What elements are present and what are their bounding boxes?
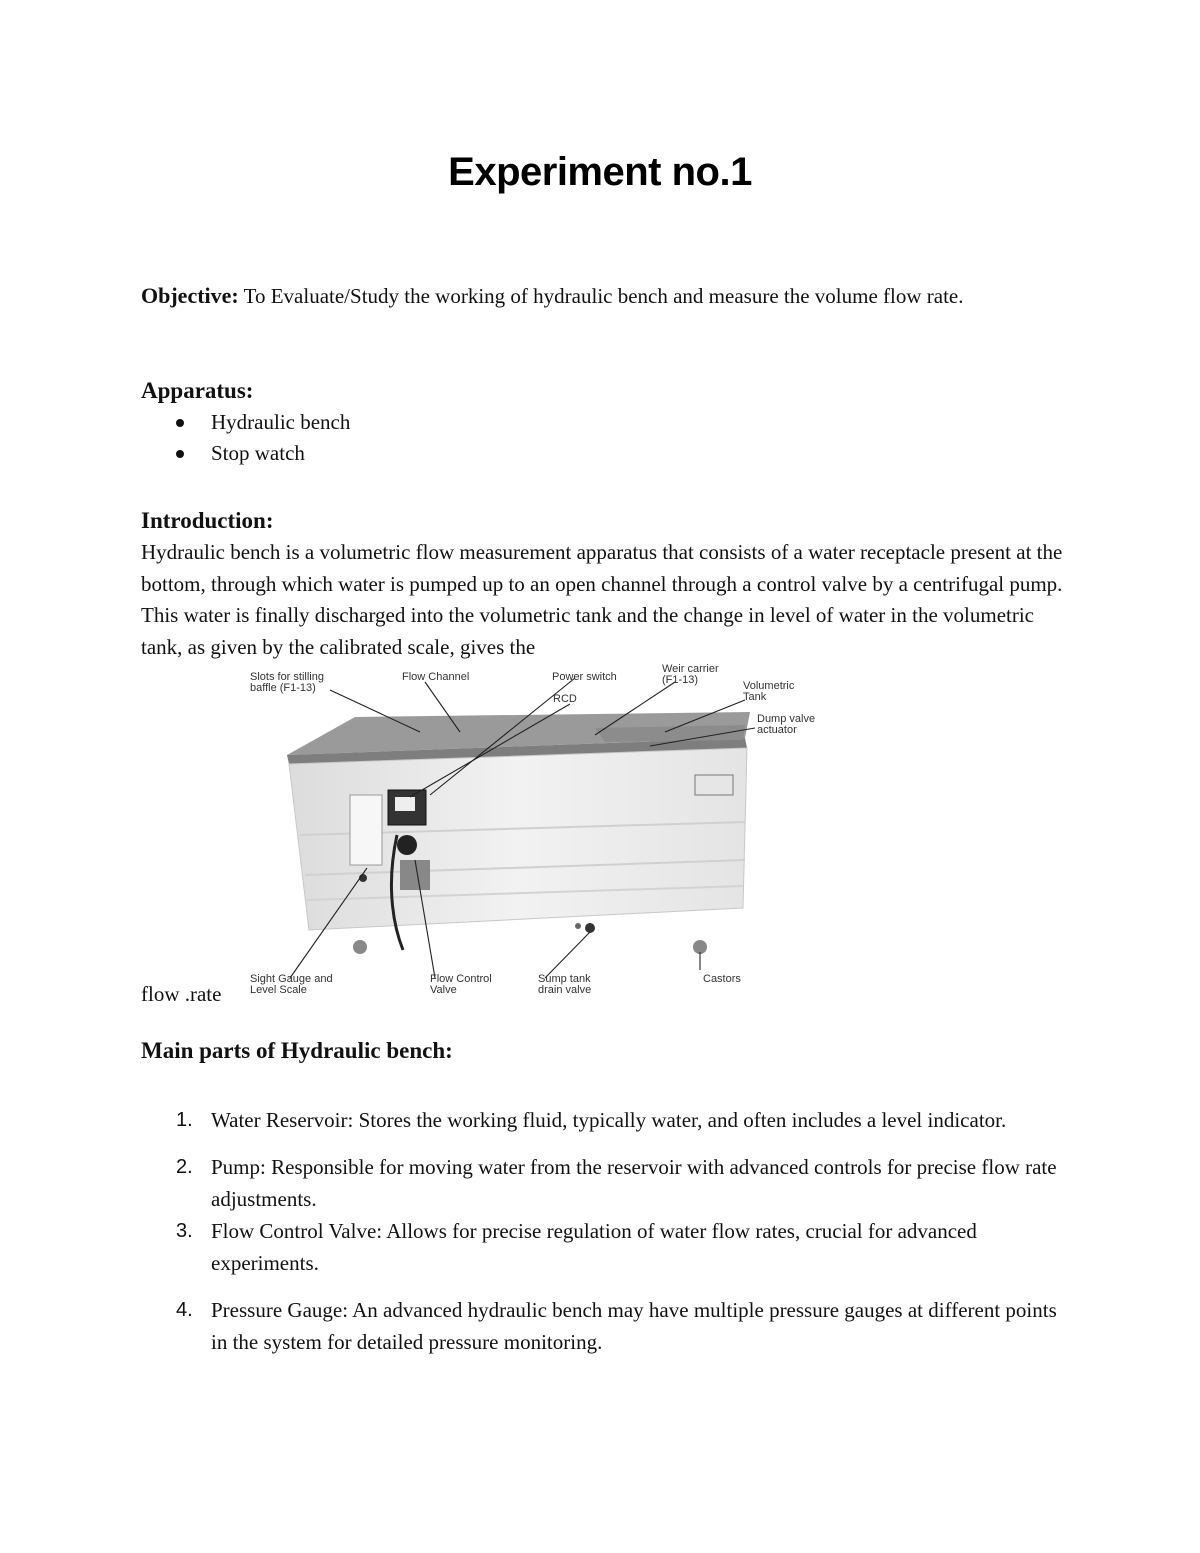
bench-body	[287, 712, 750, 954]
apparatus-list	[141, 407, 350, 469]
list-text: Flow Control Valve: Allows for precise regulation of water flow rates, crucial for advanced experiments.	[211, 1219, 977, 1275]
objective-text: To Evaluate/Study the working of hydraulic bench and measure the volume flow rate.	[238, 284, 964, 308]
label-flow-channel: Flow Channel	[402, 671, 470, 683]
label-power-switch: Power switch	[552, 671, 617, 683]
hydraulic-bench-figure	[245, 660, 845, 998]
list-item: Hydraulic bench	[141, 407, 350, 438]
label-flow-control-2: Valve	[430, 984, 457, 996]
label-dump-1: Dump valve	[757, 713, 816, 725]
label-weir-2: (F1-13)	[662, 674, 699, 686]
list-text: Water Reservoir: Stores the working fluid, typically water, and often includes a level indicator.	[211, 1108, 1007, 1132]
label-weir-1: Weir carrier	[662, 663, 719, 675]
apparatus-heading: Apparatus:	[141, 378, 254, 403]
objective-paragraph	[141, 280, 1071, 313]
list-item	[141, 1294, 1071, 1358]
label-sump-2: drain valve	[538, 984, 592, 996]
list-text: Pressure Gauge: An advanced hydraulic bench may have multiple pressure gauges at different points in the system for detailed pressure monitoring.	[211, 1298, 1057, 1354]
list-number: 1.	[176, 1109, 193, 1131]
label-sight-2: Level Scale	[250, 984, 307, 996]
introduction-paragraph: Hydraulic bench is a volumetric flow measurement apparatus that consists of a water receptacle present at the bottom, through which water is pumped up to an open channel through a control valve by a centrifugal pump. This water is finally discharged into the volumetric tank and the change in level of water in the volumetric tank, as given by the calibrated scale, gives the	[141, 540, 1063, 659]
list-number: 3.	[176, 1220, 193, 1242]
label-rcd: RCD	[553, 693, 577, 705]
introduction-continuation: flow .rate	[141, 982, 222, 1006]
label-volumetric-1: Volumetric	[743, 680, 795, 692]
label-slots-2: baffle (F1-13)	[250, 682, 316, 694]
introduction-heading: Introduction:	[141, 508, 274, 533]
list-text: Pump: Responsible for moving water from the reservoir with advanced controls for precise flow rate adjustments.	[211, 1155, 1057, 1211]
label-volumetric-2: Tank	[743, 691, 767, 703]
main-parts-heading: Main parts of Hydraulic bench:	[141, 1038, 453, 1063]
list-number: 4.	[176, 1299, 193, 1321]
objective-label: Objective:	[141, 283, 239, 308]
page-title: Experiment no.1	[448, 150, 752, 194]
list-number: 2.	[176, 1156, 193, 1178]
label-sight-1: Sight Gauge and	[250, 973, 333, 985]
main-parts-list	[141, 1104, 1071, 1358]
label-sump-1: Sump tank	[538, 973, 591, 985]
label-flow-control-1: Flow Control	[430, 973, 492, 985]
list-item: Stop watch	[141, 438, 350, 469]
list-item	[141, 1215, 1071, 1279]
list-item	[141, 1151, 1071, 1215]
label-castors: Castors	[703, 973, 741, 985]
list-item	[141, 1104, 1071, 1136]
label-slots-1: Slots for stilling	[250, 671, 324, 683]
label-dump-2: actuator	[757, 724, 797, 736]
